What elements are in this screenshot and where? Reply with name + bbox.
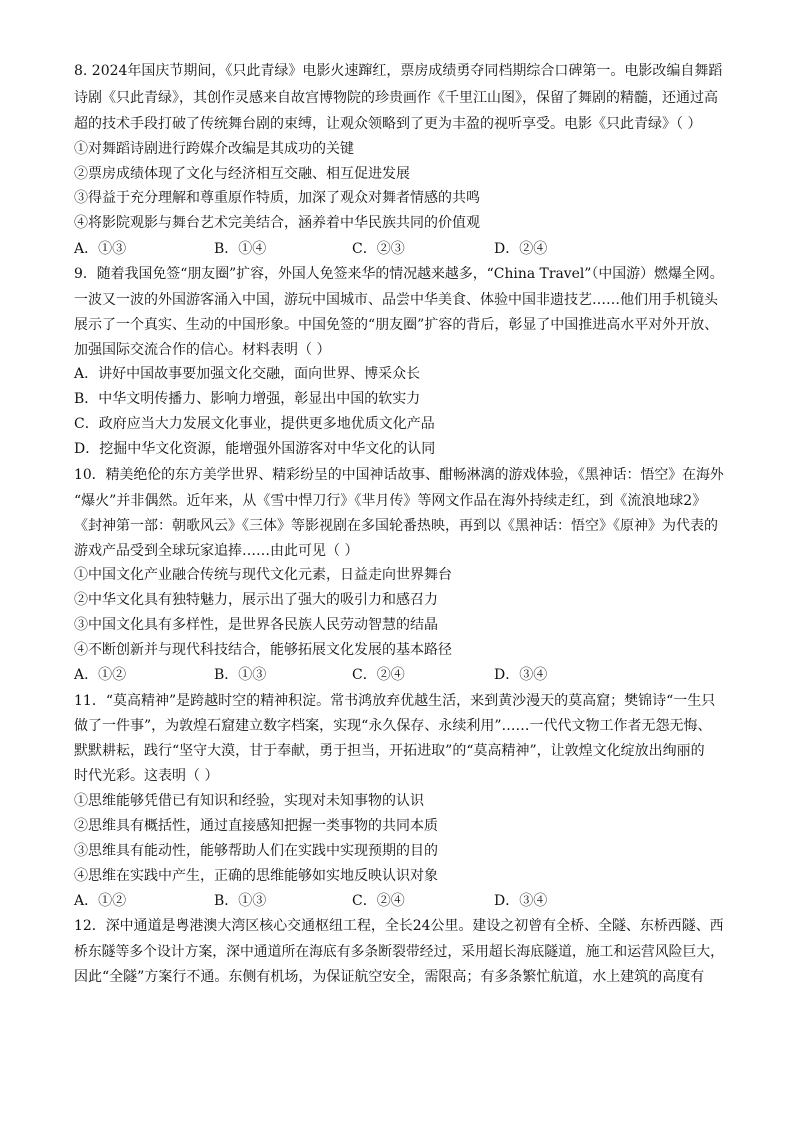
question-8-item-3: ③得益于充分理解和尊重原作特质，加深了观众对舞者情感的共鸣 (74, 190, 480, 206)
question-11-item-3: ③思维具有能动性，能够帮助人们在实践中实现预期的目的 (74, 843, 438, 859)
question-12-stem-line-2: 桥东隧等多个设计方案，深中通道所在海底有多条断裂带经过，采用超长海底隧道，施工和运营风险巨大， (74, 944, 724, 960)
option-b[interactable]: B．①③ (214, 667, 267, 683)
option-c[interactable]: C．②④ (352, 667, 405, 683)
question-8-stem-line-3: 超的技术手段打破了传统舞台剧的束缚，让观众领略到了更为丰盈的视听享受。电影《只此青绿》（ ） (74, 116, 702, 132)
question-8-stem-line-2: 诗剧《只此青绿》，其创作灵感来自故宫博物院的珍贵画作《千里江山图》，保留了舞剧的精髓，还通过高 (74, 90, 718, 106)
option-b[interactable]: B．①④ (214, 241, 267, 257)
question-10-item-2: ②中华文化具有独特魅力，展示出了强大的吸引力和感召力 (74, 592, 438, 608)
option-b[interactable]: B．①③ (214, 893, 267, 909)
question-10-item-1: ①中国文化产业融合传统与现代文化元素，日益走向世界舞台 (74, 567, 452, 583)
question-10-item-3: ③中国文化具有多样性，是世界各民族人民劳动智慧的结晶 (74, 617, 438, 633)
question-9-stem-line-2: 一波又一波的外国游客涌入中国，游玩中国城市、品尝中华美食、体验中国非遗技艺……他们用手机镜头 (74, 292, 718, 308)
question-8-stem-line-1: 8. 2024年国庆节期间，《只此青绿》电影火速蹿红，票房成绩勇夺同档期综合口碑第一。电影改编自舞蹈 (74, 63, 723, 79)
question-11-options (74, 892, 734, 910)
option-d[interactable]: D．②④ (494, 241, 548, 257)
question-9-choice-c[interactable]: C．政府应当大力发展文化事业，提供更多地优质文化产品 (74, 416, 435, 432)
question-10-item-4: ④不断创新并与现代科技结合，能够拓展文化发展的基本路径 (74, 642, 452, 658)
option-a[interactable]: A．①③ (74, 241, 127, 257)
question-11-stem-line-4: 时代光彩。这表明（ ） (74, 768, 219, 784)
question-8-item-2: ②票房成绩体现了文化与经济相互交融、相互促进发展 (74, 166, 410, 182)
question-10-options (74, 666, 734, 684)
question-10-stem-line-3: 《封神第一部：朝歌风云》《三体》等影视剧在多国轮番热映，再到以《黑神话：悟空》《原神》为代表的 (74, 518, 718, 534)
question-8-options (74, 240, 734, 258)
option-d[interactable]: D．③④ (494, 667, 548, 683)
question-10-stem-line-4: 游戏产品受到全球玩家追捧……由此可见（ ） (74, 543, 359, 559)
question-11-stem-line-1: 11．“莫高精神”是跨越时空的精神积淀。常书鸿放弃优越生活，来到黄沙漫天的莫高窟；樊锦诗“一生只 (74, 693, 716, 709)
question-9-choice-b[interactable]: B．中华文明传播力、影响力增强，彰显出中国的软实力 (74, 391, 421, 407)
option-c[interactable]: C．②③ (352, 241, 405, 257)
question-10-stem-line-1: 10．精美绝伦的东方美学世界、精彩纷呈的中国神话故事、酣畅淋漓的游戏体验，《黑神话：悟空》在海外 (74, 467, 724, 483)
question-12-stem-line-3: 因此“全隧”方案行不通。东侧有机场，为保证航空安全，需限高；有多条繁忙航道，水上建筑的高度有 (74, 969, 705, 985)
question-11-item-4: ④思维在实践中产生，正确的思维能够如实地反映认识对象 (74, 868, 438, 884)
option-c[interactable]: C．②④ (352, 893, 405, 909)
question-11-stem-line-2: 做了一件事”，为敦煌石窟建立数字档案，实现“永久保存、永续利用”……一代代文物工作者无怨无悔、 (74, 718, 712, 734)
option-d[interactable]: D．③④ (494, 893, 548, 909)
question-9-stem-line-1: 9．随着我国免签“朋友圈”扩容，外国人免签来华的情况越来越多，“China Travel”（中国游）燃爆全网。 (74, 266, 724, 282)
question-8-item-4: ④将影院观影与舞台艺术完美结合，涵养着中华民族共同的价值观 (74, 215, 480, 231)
question-9-stem-line-4: 加强国际交流合作的信心。材料表明（ ） (74, 342, 331, 358)
question-9-stem-line-3: 展示了一个真实、生动的中国形象。中国免签的“朋友圈”扩容的背后，彰显了中国推进高水平对外开放、 (74, 317, 719, 333)
question-9-choice-a[interactable]: A．讲好中国故事要加强文化交融，面向世界、博采众长 (74, 366, 421, 382)
option-a[interactable]: A．①② (74, 667, 127, 683)
question-11-item-1: ①思维能够凭借已有知识和经验，实现对未知事物的认识 (74, 793, 424, 809)
question-11-stem-line-3: 默默耕耘，践行“坚守大漠，甘于奉献，勇于担当，开拓进取”的“莫高精神”，让敦煌文化绽放出绚丽的 (74, 743, 705, 759)
question-8-item-1: ①对舞蹈诗剧进行跨媒介改编是其成功的关键 (74, 141, 354, 157)
question-12-stem-line-1: 12．深中通道是粤港澳大湾区核心交通枢纽工程，全长24公里。建设之初曾有全桥、全隧、东桥西隧、西 (74, 918, 724, 934)
question-11-item-2: ②思维具有概括性，通过直接感知把握一类事物的共同本质 (74, 818, 438, 834)
question-10-stem-line-2: “爆火”并非偶然。近年来，从《雪中悍刀行》《芈月传》等网文作品在海外持续走红，到《流浪地球2》 (74, 493, 707, 509)
option-a[interactable]: A．①② (74, 893, 127, 909)
question-9-choice-d[interactable]: D．挖掘中华文化资源，能增强外国游客对中华文化的认同 (74, 441, 436, 457)
